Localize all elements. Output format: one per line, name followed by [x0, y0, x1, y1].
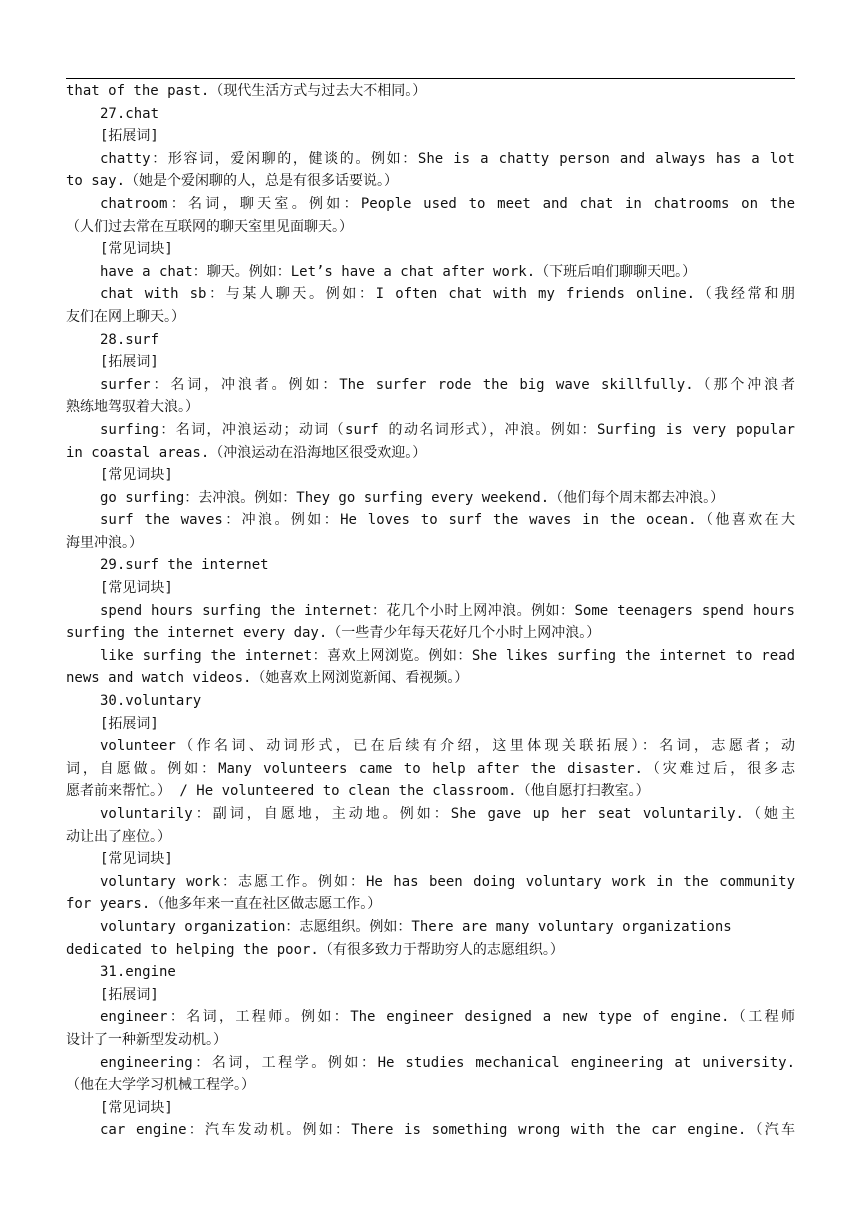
document-body	[66, 80, 795, 1142]
text-line: [常见词块]	[100, 851, 173, 868]
header-rule	[66, 78, 795, 79]
text-line: 愿者前来帮忙。） / He volunteered to clean the classroom.（他自愿打扫教室。）	[66, 783, 650, 800]
text-line: news and watch videos.（她喜欢上网浏览新闻、看视频。）	[66, 670, 469, 687]
text-line: （他在大学学习机械工程学。）	[66, 1077, 255, 1094]
text-line: voluntarily：副词，自愿地，主动地。例如：She gave up her seat voluntarily.（她主	[100, 806, 795, 822]
text-line: [常见词块]	[100, 241, 173, 258]
text-line: [拓展词]	[100, 128, 159, 145]
text-line: 30.voluntary	[100, 693, 202, 710]
text-line: engineer：名词，工程师。例如：The engineer designed a new type of engine.（工程师	[100, 1009, 795, 1026]
text-line: 28.surf	[100, 331, 160, 348]
text-line: go surfing：去冲浪。例如：They go surfing every weekend.（他们每个周末都去冲浪。）	[100, 489, 725, 506]
text-line: surfing the internet every day.（一些青少年每天花好几个小时上网冲浪。）	[66, 625, 601, 642]
text-line: surfing：名词，冲浪运动；动词（surf 的动名词形式），冲浪。例如：Surfing is very popular	[100, 421, 795, 438]
text-line: surfer：名词，冲浪者。例如：The surfer rode the big wave skillfully.（那个冲浪者	[100, 376, 795, 393]
text-line: [拓展词]	[100, 354, 159, 371]
text-line: 海里冲浪。）	[66, 534, 143, 551]
text-line: to say.（她是个爱闲聊的人，总是有很多话要说。）	[66, 173, 398, 190]
text-line: [常见词块]	[100, 1099, 173, 1116]
text-line: [拓展词]	[100, 715, 159, 732]
text-line: 27.chat	[100, 105, 160, 122]
text-line: 设计了一种新型发动机。）	[66, 1031, 227, 1048]
text-line: spend hours surfing the internet：花几个小时上网冲浪。例如：Some teenagers spend hours	[100, 602, 795, 619]
text-line: chat with sb：与某人聊天。例如：I often chat with my friends online.（我经常和朋	[100, 286, 795, 303]
text-line: engineering：名词，工程学。例如：He studies mechanical engineering at university.	[100, 1054, 795, 1071]
text-line: （人们过去常在互联网的聊天室里见面聊天。）	[66, 218, 353, 235]
text-line: [常见词块]	[100, 580, 173, 597]
text-line: [拓展词]	[100, 986, 159, 1003]
text-line: for years.（他多年来一直在社区做志愿工作。）	[66, 896, 382, 913]
text-line: volunteer（作名词、动词形式，已在后续有介绍，这里体现关联拓展）：名词，志愿者；动	[100, 738, 795, 755]
text-line: 31.engine	[100, 964, 176, 981]
text-line: car engine：汽车发动机。例如：There is something wrong with the car engine.（汽车	[100, 1122, 795, 1139]
text-line: voluntary work：志愿工作。例如：He has been doing voluntary work in the community	[100, 873, 795, 890]
text-line: that of the past.（现代生活方式与过去大不相同。）	[66, 83, 427, 99]
text-line: like surfing the internet：喜欢上网浏览。例如：She likes surfing the internet to read	[100, 647, 795, 664]
text-line: 29.surf the internet	[100, 557, 269, 574]
text-line: surf the waves：冲浪。例如：He loves to surf the waves in the ocean.（他喜欢在大	[100, 512, 795, 529]
text-line: have a chat：聊天。例如：Let’s have a chat after work.（下班后咱们聊聊天吧。）	[100, 263, 697, 280]
text-line: chatroom：名词，聊天室。例如：People used to meet and chat in chatrooms on the	[100, 195, 795, 212]
text-line: chatty：形容词，爱闲聊的，健谈的。例如：She is a chatty person and always has a lot	[100, 150, 795, 167]
text-line: 友们在网上聊天。）	[66, 308, 185, 325]
text-line: 词，自愿做。例如：Many volunteers came to help after the disaster.（灾难过后，很多志	[66, 760, 795, 777]
text-line: voluntary organization：志愿组织。例如：There are many voluntary organizations	[100, 918, 732, 935]
text-line: [常见词块]	[100, 467, 173, 484]
text-line: 动让出了座位。）	[66, 828, 171, 845]
text-line: 熟练地驾驭着大浪。）	[66, 399, 199, 416]
text-line: in coastal areas.（冲浪运动在沿海地区很受欢迎。）	[66, 444, 427, 461]
text-line: dedicated to helping the poor.（有很多致力于帮助穷人的志愿组织。）	[66, 941, 564, 958]
